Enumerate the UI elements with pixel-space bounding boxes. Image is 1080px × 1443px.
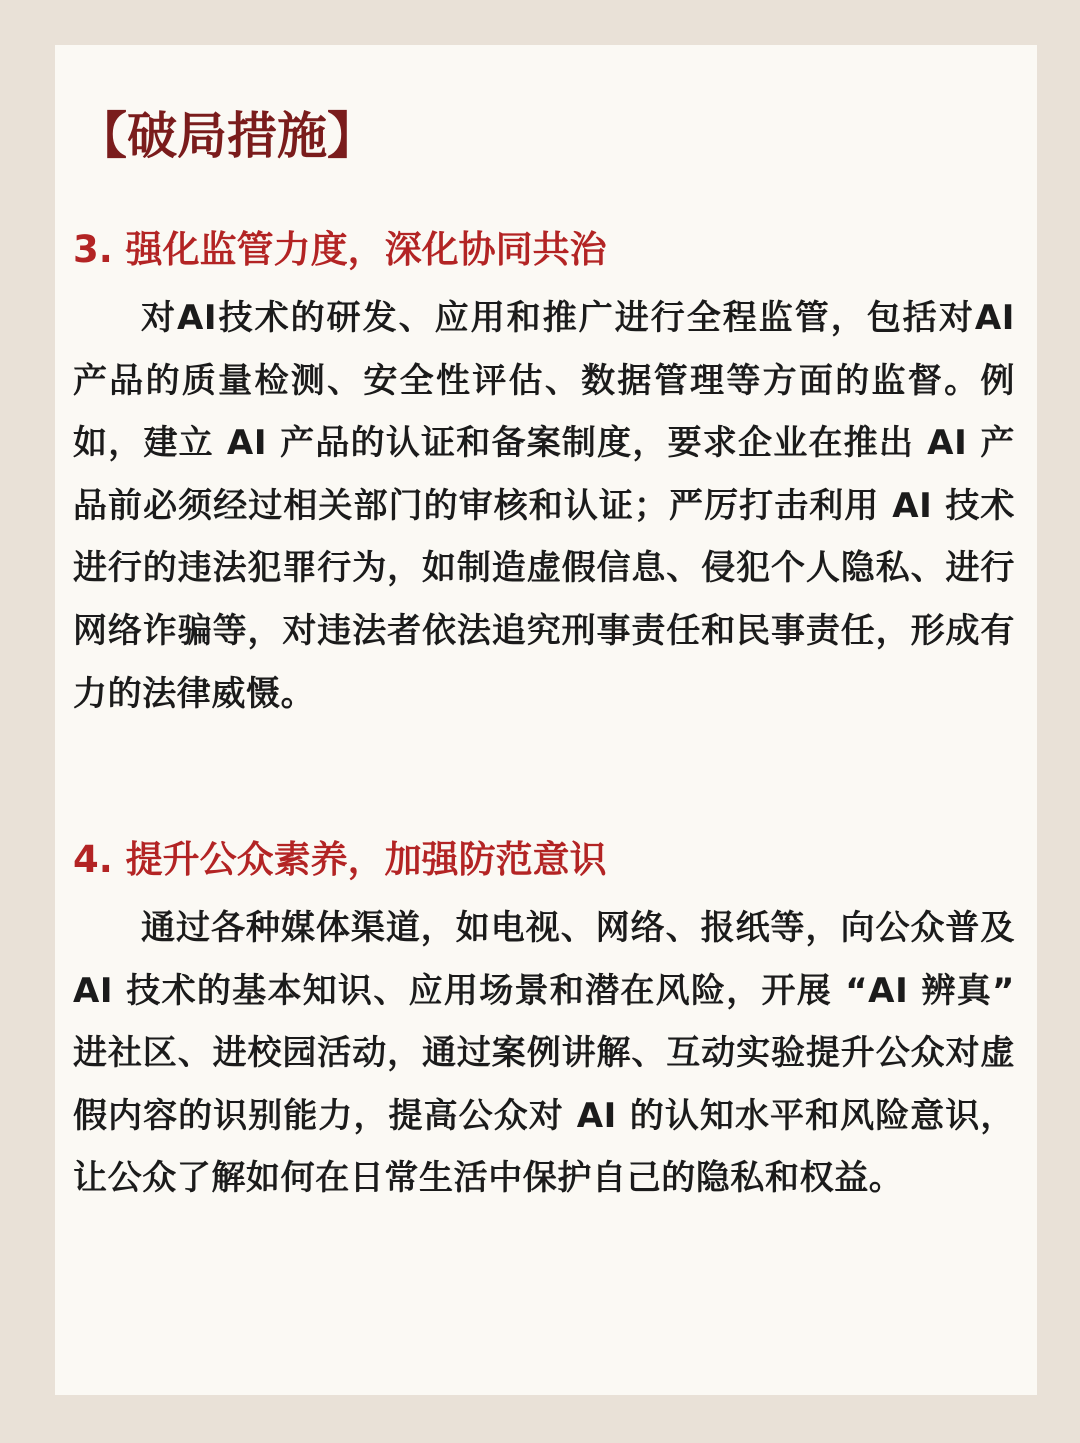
section-heading: 4. 提升公众素养，加强防范意识	[73, 838, 607, 881]
measure-section-3	[73, 225, 1015, 725]
section-heading: 3. 强化监管力度，深化协同共治	[73, 228, 607, 271]
section-body: 通过各种媒体渠道，如电视、网络、报纸等，向公众普及AI 技术的基本知识、应用场景和潜在风险，开展 “AI 辨真” 进社区、进校园活动，通过案例讲解、互动实验提升公众对虚假内容的识别能力，提高公众对 AI 的认知水平和风险意识，让公众了解如何在日常生活中保护自己的隐私和权益。	[73, 908, 1015, 1199]
section-body: 对AI技术的研发、应用和推广进行全程监管，包括对AI产品的质量检测、安全性评估、数据管理等方面的监督。例如，建立 AI 产品的认证和备案制度，要求企业在推出 AI 产品前必须经过相关部门的审核和认证；严厉打击利用 AI 技术进行的违法犯罪行为，如制造虚假信息、侵犯个人隐私、进行网络诈骗等，对违法者依法追究刑事责任和民事责任，形成有力的法律威慑。	[73, 298, 1015, 714]
page-title: 【破局措施】	[77, 107, 377, 165]
content-card	[55, 45, 1037, 1395]
measure-section-4	[73, 835, 1015, 1210]
